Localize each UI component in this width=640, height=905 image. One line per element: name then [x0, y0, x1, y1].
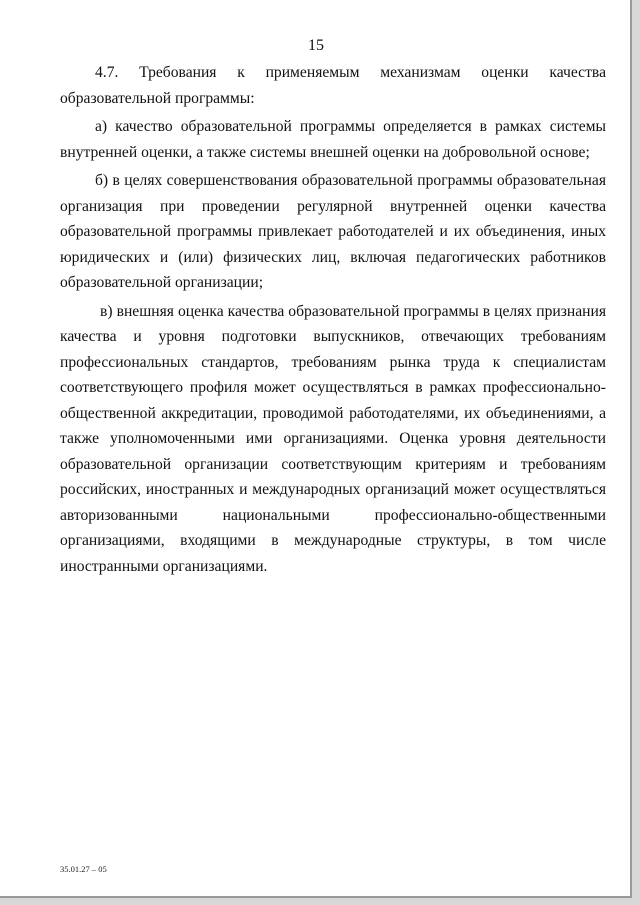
paragraph-v: в) внешняя оценка качества образовательной программы в целях признания качества и уровня подготовки выпускников, отвечающих требованиям профессиональных стандартов, требованиям рынка труда к специалистам соответствующего профиля может осуществляться в рамках профессионально-общественной аккредитации, проводимой работодателями, их объединениями, а также уполномоченными ими организациями. Оценка уровня деятельности образовательной организации соответствующим критериям и требованиям российских, иностранных и международных организаций может осуществляться авторизованными национальными профессионально-общественными организациями, входящими в международные структуры, в том числе иностранными организациями. [60, 302, 606, 575]
document-code: 35.01.27 – 05 [60, 864, 107, 874]
paragraph-4-7: 4.7. Требования к применяемым механизмам оценки качества образовательной программы: [60, 64, 606, 107]
paragraph-a: а) качество образовательной программы определяется в рамках системы внутренней оценки, а также системы внешней оценки на добровольной основе; [60, 118, 606, 161]
page-number: 15 [308, 37, 324, 54]
paragraph-b: б) в целях совершенствования образовательной программы образовательная организация при проведении регулярной внутренней оценки качества образовательной программы привлекает работодателей и их объединения, иных юридических и (или) физических лиц, включая педагогических работников образовательной организации; [60, 172, 606, 291]
document-body [60, 60, 606, 579]
